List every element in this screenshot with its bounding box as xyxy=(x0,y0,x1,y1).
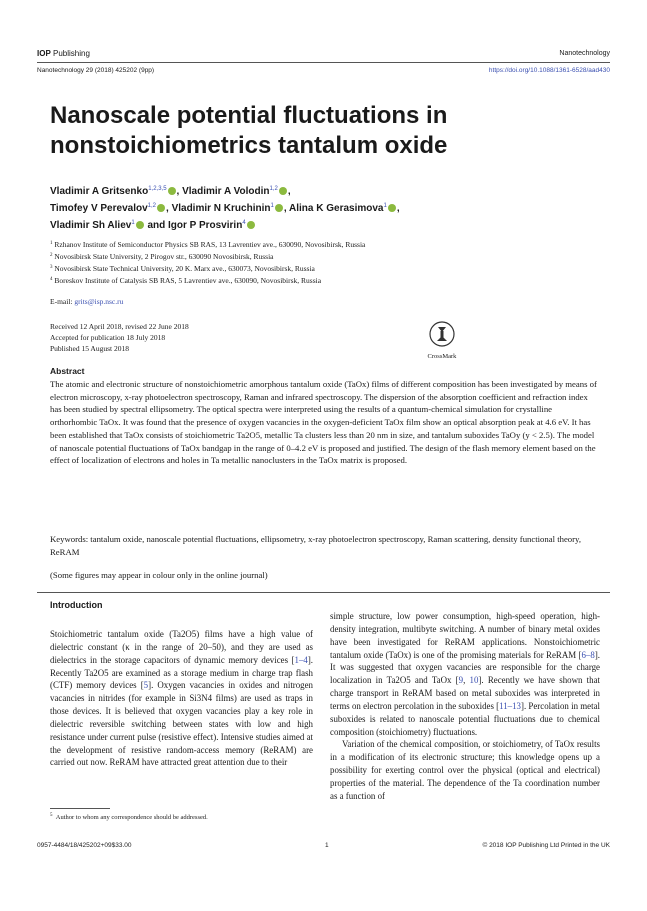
citation-ref[interactable]: 10 xyxy=(469,675,479,686)
author-list: Vladimir A Gritsenko$^{1,2,3,5}$ , Vladimir A Volodin$^{1,2}$ , Timofey V Perevalov$^{1,2}$ , Vladimir N Kruchinin$^1$ , Alina K Gerasimova$^1$ , Vladimir Sh Aliev$^1$ and Igor P Prosvirin$^4$ xyxy=(50,186,400,232)
page-number: 1 xyxy=(325,842,329,849)
affiliation-marker: 1,2 xyxy=(269,186,278,192)
author-name[interactable]: Vladimir A Gritsenko xyxy=(50,186,149,197)
page-footer xyxy=(37,842,610,852)
affiliation-item: $^4$ Boreskov Institute of Catalysis SB RAS, 5 Lavrentiev ave., 630090, Novosibirsk, Russia xyxy=(50,276,322,285)
citation-ref[interactable]: 5 xyxy=(143,680,149,691)
author-conjunction: and xyxy=(147,220,166,232)
affiliation-list xyxy=(50,238,610,286)
orcid-icon[interactable] xyxy=(157,204,165,212)
section-divider xyxy=(37,592,610,593)
paragraph: Variation of the chemical composition, or stoichiometry, of TaOx results in a modification of its electronic structure; this knowledge opens up a possibility for exerting control over the physical (optical and electrical) properties of the material. The dependence of the Ta coordination number as a function of xyxy=(330,739,600,801)
affiliation-item: $^2$ Novosibirsk State University, 2 Pirogov str., 630090 Novosibirsk, Russia xyxy=(50,252,274,261)
orcid-icon[interactable] xyxy=(388,204,396,212)
doi-link[interactable]: https://doi.org/10.1088/1361-6528/aad430 xyxy=(488,67,610,74)
copyright: © 2018 IOP Publishing Ltd Printed in the UK xyxy=(482,842,610,849)
affiliation-item: $^1$ Rzhanov Institute of Semiconductor Physics SB RAS, 13 Lavrentiev ave., 630090, Novosibirsk, Russia xyxy=(50,240,366,249)
affiliation-marker: 1 xyxy=(270,203,274,210)
citation-ref[interactable]: 9 xyxy=(458,675,464,686)
affiliation-marker: 1 xyxy=(131,220,135,227)
colour-note: (Some figures may appear in colour only in the online journal) xyxy=(50,570,268,580)
publisher-brand: IOP Publishing xyxy=(37,49,90,58)
paper-title: Nanoscale potential fluctuations in nonstoichiometrics tantalum oxide xyxy=(50,102,448,159)
intro-heading: Introduction xyxy=(50,600,103,610)
published-date: Published 15 August 2018 xyxy=(50,344,129,353)
crossmark-label: CrossMark xyxy=(427,353,457,360)
orcid-icon[interactable] xyxy=(168,187,176,195)
author-name[interactable]: Vladimir N Kruchinin xyxy=(171,203,271,215)
citation-ref[interactable]: 11–13 xyxy=(499,700,521,711)
orcid-icon[interactable] xyxy=(275,204,283,212)
journal-name: Nanotechnology xyxy=(559,50,610,57)
crossmark-icon xyxy=(429,321,455,347)
affiliation-marker: 4 xyxy=(242,220,246,227)
citation-ref[interactable]: 6–8 xyxy=(581,649,595,660)
accepted-date: Accepted for publication 18 July 2018 xyxy=(50,333,166,342)
footnote-divider xyxy=(50,808,110,809)
affiliation-marker: 1,2,3,5 xyxy=(148,186,167,192)
author-name[interactable]: Timofey V Perevalov xyxy=(50,203,148,215)
intro-left-column: Stoichiometric tantalum oxide (Ta2O5) films have a high value of dielectric constant (κ in the range of 20–50), and they are used as dielectrics in the storage capacitors of dynamic memory devices [1–4]. Recently Ta2O5 are examined as a storage medium in charge trap flash (CTF) memory devices [5]. Oxygen vacancies in oxides and nitrogen vacancies in nitrides (for example in Si3N4 films) are used as traps in those devices. It is believed that oxygen vacancies play a key role in dielectric reversible switching between states with low and high resistance under current pulse (resistive effect). Intensive studies aimed at the development of resistive random-access memory (ReRAM) are carried out now. ReRAM have attracted great attention due to their xyxy=(50,629,313,768)
issn-code: 0957-4484/18/425202+09$33.00 xyxy=(37,842,132,849)
keywords: Keywords: tantalum oxide, nanoscale potential fluctuations, ellipsometry, x-ray photoelectron spectroscopy, Raman scattering, density functional theory, ReRAM xyxy=(50,534,581,557)
publication-dates xyxy=(50,321,189,354)
received-date: Received 12 April 2018, revised 22 June 2018 xyxy=(50,322,189,331)
abstract-text: The atomic and electronic structure of nonstoichiometric amorphous tantalum oxide (TaOx) films of different composition has been investigated by means of electron microscopy, x-ray photoelectron spectroscopy, Raman and infrared spectroscopy. The dispersion of the absorption coefficient and refraction index has been studied by spectral ellipsometry. The optical spectra were interpreted using the results of a quantum-chemical simulation for crystalline orthorhombic TaOx. It was found that the presence of oxygen vacancies in the oxygen-deficient TaOx film show an optical absorption peak at 4.6 eV. It has been established that TaOx consists of stoichiometric Ta2O5, metallic Ta clusters less than 20 nm in size, and tantalum suboxides TaOy (y < 2.5). The model of nanoscale potential fluctuations of TaOx bandgap in the range of 0–4.2 eV is proposed and justified. The design of the flash memory element based on the effect of localization of electrons and holes in Ta metallic nanoclusters in the TaOx matrix is proposed. xyxy=(50,379,597,466)
email-link[interactable]: grits@isp.nsc.ru xyxy=(74,297,124,306)
orcid-icon[interactable] xyxy=(136,221,144,229)
affiliation-item: $^3$ Novosibirsk State Technical University, 20 K. Marx ave., 630073, Novosibirsk, Russia xyxy=(50,264,315,273)
citation-line xyxy=(37,67,610,77)
crossmark-badge[interactable] xyxy=(425,321,459,360)
author-name[interactable]: Vladimir Sh Aliev xyxy=(50,220,132,232)
affiliation-marker: 1 xyxy=(383,203,387,210)
affiliation-marker: 1,2 xyxy=(147,203,156,210)
author-name[interactable]: Vladimir A Volodin xyxy=(182,186,270,197)
journal-header xyxy=(37,49,610,61)
author-name[interactable]: Igor P Prosvirin xyxy=(168,220,243,232)
citation-ref[interactable]: 1–4 xyxy=(294,654,308,665)
citation: Nanotechnology 29 (2018) 425202 (9pp) xyxy=(37,67,155,74)
abstract-heading: Abstract xyxy=(50,366,85,376)
orcid-icon[interactable] xyxy=(279,187,287,195)
intro-right-column: simple structure, low power consumption, high-speed operation, high-density integration, multibyte switching. A number of binary metal oxides have been investigated for ReRAM applications. Nonstoichiometric tantalum oxide (TaOx) is one of the promising materials for ReRAM [6–8]. It was suggested that oxygen vacancies are responsible for the charge localization in Ta2O5 and TaOx [9, 10]. Recently we have shown that charge transport in ReRAM based on metal suboxides was interpreted in terms on electron percolation in the suboxides [11–13]. Percolation in metal suboxides is related to nanoscale potential fluctuations due to chemical composition (stoichiometry) fluctuations. Variation of the chemical composition, or stoichiometry, of TaOx results in a modification of its electronic structure; this knowledge opens up a possibility for exerting control over the physical (optical and electrical) properties of the material. The dependence of the Ta coordination number as a function of xyxy=(330,611,600,801)
footnote: $^5$ Author to whom any correspondence should be addressed. xyxy=(50,813,208,822)
author-name[interactable]: Alina K Gerasimova xyxy=(289,203,384,215)
contact-email: E-mail: grits@isp.nsc.ru xyxy=(50,297,124,306)
orcid-icon[interactable] xyxy=(247,221,255,229)
header-divider xyxy=(37,62,610,63)
